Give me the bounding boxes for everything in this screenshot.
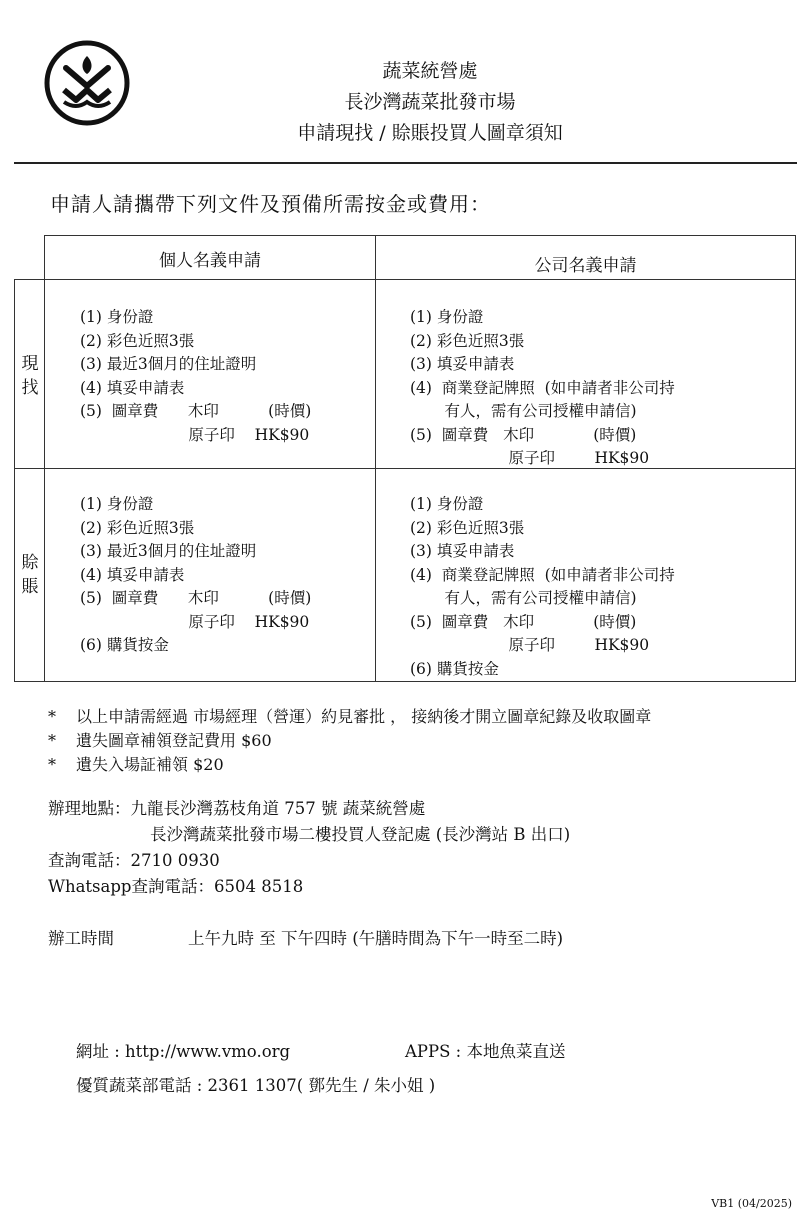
apps-text: APPS : 本地魚菜直送 xyxy=(405,1042,566,1061)
list-item: (4) 填妥申請表 xyxy=(80,378,185,397)
org-name: 蔬菜統營處 xyxy=(382,60,478,82)
cash-company-list xyxy=(410,306,675,471)
list-item: 原子印 HK$90 xyxy=(410,449,650,467)
list-item: 有人，需有公司授權申請信) xyxy=(410,589,637,607)
header-divider xyxy=(14,162,797,164)
whatsapp-phone: Whatsapp查詢電話：6504 8518 xyxy=(48,877,304,896)
list-item: (1) 身份證 xyxy=(410,308,484,326)
hours-label: 辦工時間 xyxy=(48,929,114,948)
list-item: (1) 身份證 xyxy=(80,495,154,513)
col-header-company: 公司名義申請 xyxy=(534,256,637,276)
list-item: (2) 彩色近照3張 xyxy=(410,331,525,350)
list-item: (2) 彩色近照3張 xyxy=(80,518,195,537)
cash-personal-list xyxy=(80,306,311,447)
note-item: * 遺失入場証補領 $20 xyxy=(48,755,224,774)
list-item: (3) 填妥申請表 xyxy=(410,542,515,560)
list-item: (3) 填妥申請表 xyxy=(410,355,515,373)
col-header-personal: 個人名義申請 xyxy=(159,251,261,271)
website-link[interactable]: 網址 : http://www.vmo.org xyxy=(76,1042,291,1061)
vmo-logo xyxy=(44,40,130,126)
list-item: (4) 商業登記牌照 (如申請者非公司持 xyxy=(410,565,675,584)
list-item: (2) 彩色近照3張 xyxy=(80,331,195,350)
list-item: (5) 圖章費 木印 (時價) xyxy=(410,425,637,444)
row-label-cash: 現 找 xyxy=(21,354,39,398)
list-item: (5) 圖章費 木印 (時價) xyxy=(410,612,637,631)
list-item: 原子印 HK$90 xyxy=(80,612,310,631)
list-item: 原子印 HK$90 xyxy=(80,425,310,444)
list-item: (5) 圖章費 木印 (時價) xyxy=(80,402,312,420)
note-item: * 以上申請需經過 市場經理（營運）約見審批 ， 接納後才開立圖章紀錄及收取圖章 xyxy=(48,707,652,726)
list-item: (6) 購貨按金 xyxy=(80,636,169,654)
address-line-2: 長沙灣蔬菜批發市場二樓投買人登記處 (長沙灣站 B 出口) xyxy=(150,825,571,844)
address-line-1: 辦理地點：九龍長沙灣荔枝角道 757 號 蔬菜統營處 xyxy=(48,799,426,818)
credit-personal-list xyxy=(80,493,311,658)
list-item: (1) 身份證 xyxy=(80,308,154,326)
list-item: (5) 圖章費 木印 (時價) xyxy=(80,589,312,607)
credit-company-list xyxy=(410,493,675,681)
list-item: (3) 最近3個月的住址證明 xyxy=(80,542,257,560)
row-label-credit: 賒 賬 xyxy=(21,553,39,597)
hours-value: 上午九時 至 下午四時 (午膳時間為下午一時至二時) xyxy=(188,929,564,948)
list-item: 有人，需有公司授權申請信) xyxy=(410,402,637,420)
document-code: VB1 (04/2025) xyxy=(711,1197,792,1210)
notes-list xyxy=(48,705,651,777)
phone: 查詢電話：2710 0930 xyxy=(48,851,220,870)
note-item: * 遺失圖章補領登記費用 $60 xyxy=(48,731,272,750)
list-item: (6) 購貨按金 xyxy=(410,659,499,678)
list-item: (2) 彩色近照3張 xyxy=(410,518,525,537)
market-name: 長沙灣蔬菜批發市場 xyxy=(344,91,516,113)
list-item: (1) 身份證 xyxy=(410,495,484,513)
list-item: (4) 填妥申請表 xyxy=(80,565,185,584)
intro-text: 申請人請攜帶下列文件及預備所需按金或費用： xyxy=(50,192,491,216)
list-item: 原子印 HK$90 xyxy=(410,636,650,654)
quality-dept-phone: 優質蔬菜部電話 : 2361 1307( 鄧先生 / 朱小姐 ) xyxy=(76,1076,436,1095)
notice-title: 申請現找 / 賒賬投買人圖章須知 xyxy=(297,122,563,144)
list-item: (4) 商業登記牌照 (如申請者非公司持 xyxy=(410,378,675,397)
list-item: (3) 最近3個月的住址證明 xyxy=(80,355,257,373)
